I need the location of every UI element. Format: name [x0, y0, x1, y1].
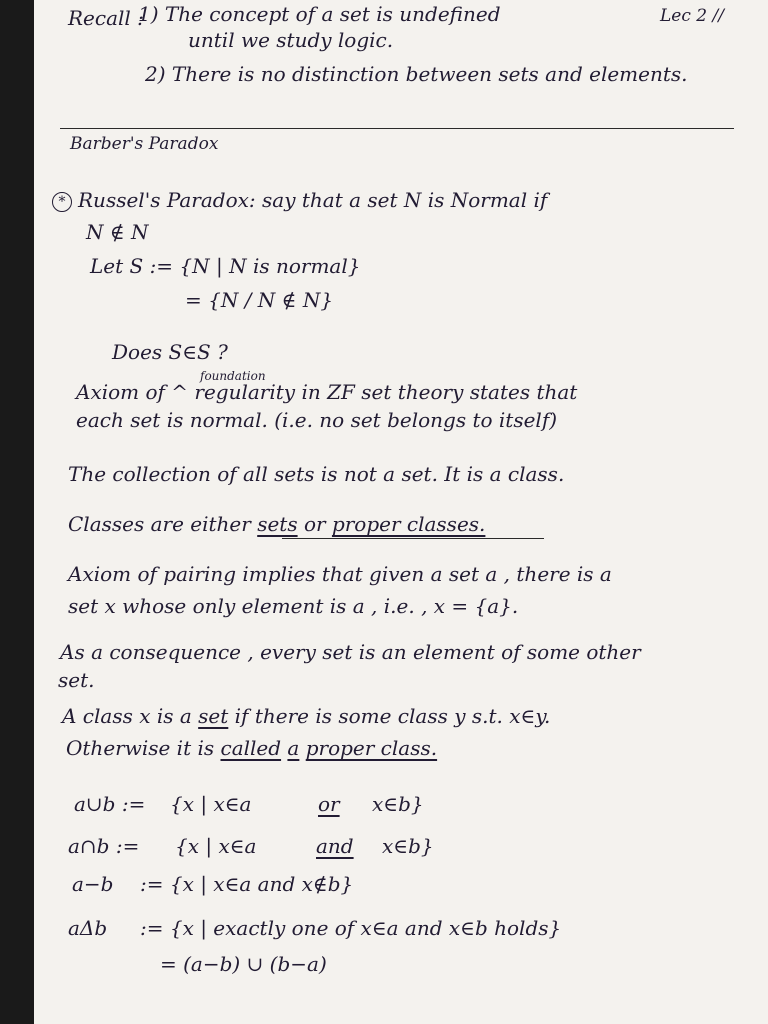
symdiff-rhs: := {x | exactly one of x∈a and x∈b holds}: [140, 916, 562, 940]
classes-line: [68, 512, 485, 536]
classdef-1a: A class x is a: [62, 704, 192, 728]
union-or: or: [318, 792, 340, 816]
difference-rhs: := {x | x∈a and x∉b}: [140, 872, 354, 896]
classdef-2c: a: [287, 736, 300, 760]
russell-line-2: N ∉ N: [86, 220, 149, 244]
classdef-line-1: [62, 704, 550, 728]
recall-label: Recall :: [68, 6, 144, 30]
russell-text: Russel's Paradox: say that a set N is Normal if: [78, 188, 548, 212]
classdef-2b: called: [220, 736, 282, 760]
foundation-line-2: each set is normal. (i.e. no set belongs to itself): [76, 408, 558, 432]
union-lhs: a∪b :=: [74, 792, 146, 816]
recall-item-1a: 1) The concept of a set is undefined: [138, 2, 501, 26]
classes-sets: sets: [257, 512, 298, 536]
union-rhs-a: {x | x∈a: [170, 792, 252, 816]
classes-proper: proper classes.: [331, 512, 486, 536]
consequence-line-1: As a consequence , every set is an element of some other: [60, 640, 641, 664]
classes-or: or: [303, 512, 326, 536]
intersection-rhs-a: {x | x∈a: [175, 834, 257, 858]
intersection-and: and: [316, 834, 354, 858]
classdef-2a: Otherwise it is: [66, 736, 215, 760]
consequence-line-2: set.: [58, 668, 95, 692]
recall-item-1b: until we study logic.: [188, 28, 394, 52]
classes-prefix: Classes are either: [68, 512, 251, 536]
section-divider: [60, 128, 734, 129]
classdef-2d: proper class.: [305, 736, 438, 760]
russell-line-4: = {N / N ∉ N}: [185, 288, 334, 312]
intersection-rhs-b: x∈b}: [382, 834, 434, 858]
foundation-line-1: Axiom of ^ regularity in ZF set theory states that: [76, 380, 578, 404]
asterisk-circle-icon: *: [52, 192, 72, 212]
pairing-line-1: Axiom of pairing implies that given a set a , there is a: [68, 562, 612, 586]
foundation-insert: foundation: [200, 369, 266, 383]
symdiff-lhs: aΔb: [68, 916, 108, 940]
barber-heading: Barber's Paradox: [70, 134, 219, 154]
difference-lhs: a−b: [72, 872, 114, 896]
russell-line-3: Let S := {N | N is normal}: [90, 254, 361, 278]
recall-item-2: 2) There is no distinction between sets and elements.: [145, 62, 688, 86]
intersection-lhs: a∩b :=: [68, 834, 140, 858]
russell-question: Does S∈S ?: [112, 340, 228, 364]
collection-statement: The collection of all sets is not a set. It is a class.: [68, 462, 565, 486]
russell-line-1: [52, 188, 547, 212]
union-rhs-b: x∈b}: [372, 792, 424, 816]
classdef-line-2: [66, 736, 437, 760]
pairing-line-2: set x whose only element is a , i.e. , x = {a}.: [68, 594, 519, 618]
lecture-number: Lec 2 //: [660, 6, 724, 26]
classdef-1c: if there is some class y s.t. x∈y.: [234, 704, 551, 728]
classdef-1b: set: [198, 704, 229, 728]
symdiff-line-2: = (a−b) ∪ (b−a): [160, 952, 327, 976]
classes-underline: [282, 538, 544, 539]
